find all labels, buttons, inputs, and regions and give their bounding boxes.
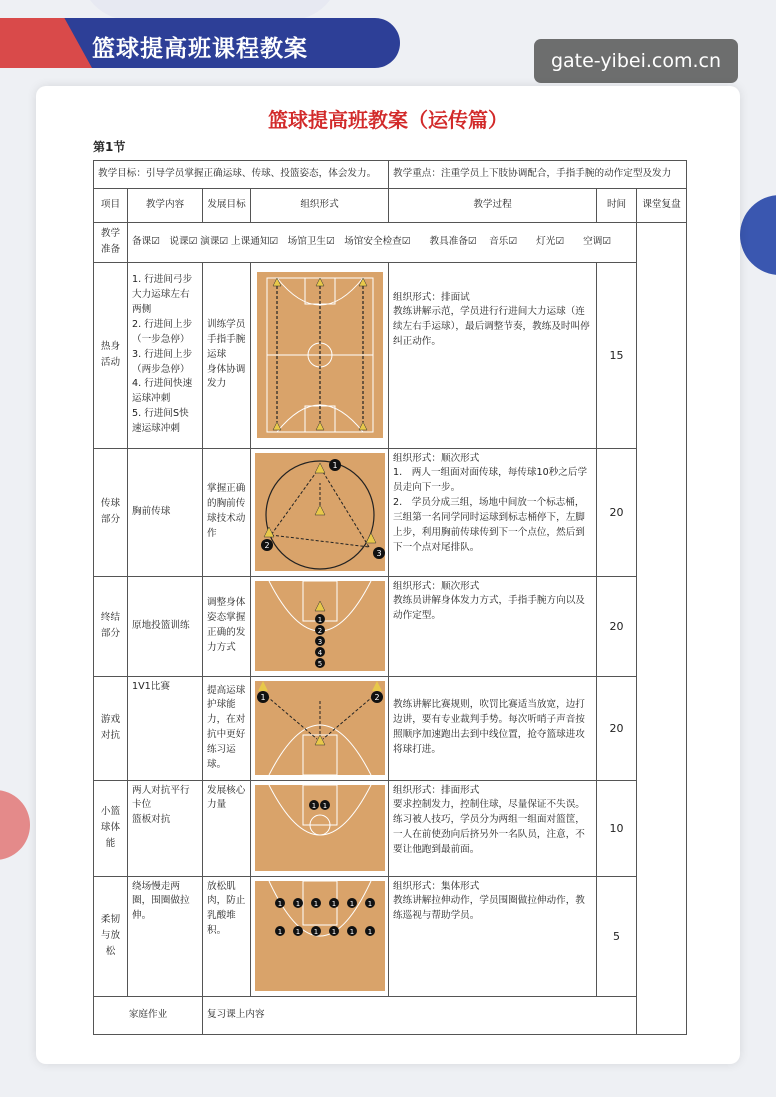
diagram-core bbox=[251, 780, 389, 876]
diagram-warmup bbox=[251, 262, 389, 448]
row-goal: 放松肌肉，防止乳酸堆积。 bbox=[203, 876, 251, 996]
player-label: 1 bbox=[349, 928, 354, 937]
row-goal: 训练学员手指手腕运球 身体协调发力 bbox=[203, 262, 251, 448]
prep-label: 教学准备 bbox=[94, 223, 128, 263]
player-label: 3 bbox=[317, 638, 322, 647]
document-title: 篮球提高班教案（运传篇） bbox=[268, 108, 508, 132]
player-label: 4 bbox=[317, 649, 322, 658]
court-diagram-core bbox=[255, 785, 385, 871]
header-item: 项目 bbox=[94, 189, 128, 223]
player-label: 3 bbox=[375, 549, 382, 559]
row-item: 热身活动 bbox=[94, 262, 128, 448]
player-label: 1 bbox=[331, 928, 336, 937]
header-review: 课堂复盘 bbox=[637, 189, 687, 223]
player-label: 5 bbox=[317, 660, 322, 669]
player-label: 2 bbox=[373, 693, 380, 703]
row-time: 5 bbox=[597, 876, 637, 996]
court-diagram-game bbox=[255, 681, 385, 775]
court-diagram-stretch bbox=[255, 881, 385, 991]
row-time: 20 bbox=[597, 676, 637, 780]
row-process: 组织形式：顺次形式 教练员讲解身体发力方式，手指手腕方向以及动作定型。 bbox=[389, 576, 597, 676]
row-time: 15 bbox=[597, 262, 637, 448]
row-time: 20 bbox=[597, 448, 637, 576]
diagram-game bbox=[251, 676, 389, 780]
row-goal: 掌握正确的胸前传球技术动作 bbox=[203, 448, 251, 576]
teaching-objective: 教学目标：引导学员掌握正确运球、传球、投篮姿态，体会发力。 bbox=[94, 161, 389, 189]
homework-label: 家庭作业 bbox=[94, 996, 203, 1034]
court-diagram-warmup bbox=[257, 272, 383, 438]
header-org: 组织形式 bbox=[251, 189, 389, 223]
banner-title: 篮球提高班课程教案 bbox=[92, 36, 308, 62]
row-content: 绕场慢走两圈，围圈做拉伸。 bbox=[128, 876, 203, 996]
header-process: 教学过程 bbox=[389, 189, 597, 223]
teaching-focus: 教学重点：注重学员上下肢协调配合，手指手腕的动作定型及发力 bbox=[389, 161, 687, 189]
player-label: 1 bbox=[367, 928, 372, 937]
player-label: 1 bbox=[311, 802, 316, 811]
decor-circle-right bbox=[740, 195, 776, 275]
row-goal: 发展核心力量 bbox=[203, 780, 251, 876]
player-label: 1 bbox=[331, 900, 336, 909]
row-content: 1. 行进间弓步大力运球左右两侧 2. 行进间上步（一步急停） 3. 行进间上步（两步急停） 4. 行进间快速运球冲刺 5. 行进间S快速运球冲刺 bbox=[128, 262, 203, 448]
player-label: 1 bbox=[322, 802, 327, 811]
row-process: 组织形式：排面试 教练讲解示范，学员进行行进间大力运球（连续左右手运球），最后调整节奏，教练及时叫停纠正动作。 bbox=[389, 262, 597, 448]
row-process: 组织形式：顺次形式 1. 两人一组面对面传球，每传球10秒之后学员走向下一步。 2. 学员分成三组，场地中间放一个标志桶，三组第一名同学同时运球到标志桶停下，左脚上步，利用胸前传球传到下一个点位，然后到下一个点对尾排队。 bbox=[389, 448, 597, 576]
diagram-pass bbox=[251, 448, 389, 576]
header-goal: 发展目标 bbox=[203, 189, 251, 223]
court-diagram-pass bbox=[255, 453, 385, 571]
player-label: 2 bbox=[317, 627, 322, 636]
player-label: 1 bbox=[313, 928, 318, 937]
row-item: 柔韧与放松 bbox=[94, 876, 128, 996]
decor-circle-left bbox=[0, 790, 30, 860]
review-cell bbox=[637, 223, 687, 1035]
row-goal: 调整身体姿态掌握正确的发力方式 bbox=[203, 576, 251, 676]
row-item: 传球部分 bbox=[94, 448, 128, 576]
player-label: 1 bbox=[331, 461, 338, 471]
row-item: 终结部分 bbox=[94, 576, 128, 676]
homework-content: 复习课上内容 bbox=[203, 996, 637, 1034]
player-label: 1 bbox=[277, 928, 282, 937]
row-process: 教练讲解比赛规则，吹罚比赛适当放宽，边打边讲，要有专业裁判手势。每次听哨子声音按照顺序加速跑出去到中线位置，抢夺篮球进攻将球打进。 bbox=[389, 676, 597, 780]
player-label: 2 bbox=[263, 541, 270, 551]
player-label: 1 bbox=[349, 900, 354, 909]
row-time: 10 bbox=[597, 780, 637, 876]
decor-circle-top bbox=[80, 0, 340, 20]
prep-items: 备课☑ 说课☑ 演课☑ 上课通知☑ 场馆卫生☑ 场馆安全检查☑ 教具准备☑ 音乐☑ 灯光☑ 空调☑ bbox=[128, 223, 637, 263]
court-diagram-shoot bbox=[255, 581, 385, 671]
player-label: 1 bbox=[295, 900, 300, 909]
row-content: 1V1比赛 bbox=[128, 676, 203, 780]
player-label: 1 bbox=[313, 900, 318, 909]
row-process: 组织形式：排面形式 要求控制发力，控制住球，尽量保证不失误。练习被人技巧，学员分为两组一组面对篮筐，一人在前使劲向后挤另外一名队员，注意，不要让他跑到最前面。 bbox=[389, 780, 597, 876]
watermark: gate-yibei.com.cn bbox=[534, 39, 738, 83]
row-content: 两人对抗平行卡位 篮板对抗 bbox=[128, 780, 203, 876]
row-content: 原地投篮训练 bbox=[128, 576, 203, 676]
player-label: 1 bbox=[277, 900, 282, 909]
player-label: 1 bbox=[259, 693, 266, 703]
header-time: 时间 bbox=[597, 189, 637, 223]
row-item: 游戏对抗 bbox=[94, 676, 128, 780]
row-goal: 提高运球护球能力，在对抗中更好练习运球。 bbox=[203, 676, 251, 780]
header-content: 教学内容 bbox=[128, 189, 203, 223]
row-process: 组织形式：集体形式 教练讲解拉伸动作，学员围圈做拉伸动作，教练巡视与帮助学员。 bbox=[389, 876, 597, 996]
row-item: 小篮球体能 bbox=[94, 780, 128, 876]
section-label: 第1节 bbox=[93, 140, 126, 154]
row-time: 20 bbox=[597, 576, 637, 676]
lesson-table bbox=[93, 160, 687, 1035]
player-label: 1 bbox=[317, 616, 322, 625]
player-label: 1 bbox=[367, 900, 372, 909]
row-content: 胸前传球 bbox=[128, 448, 203, 576]
diagram-stretch bbox=[251, 876, 389, 996]
player-label: 1 bbox=[295, 928, 300, 937]
diagram-shoot bbox=[251, 576, 389, 676]
